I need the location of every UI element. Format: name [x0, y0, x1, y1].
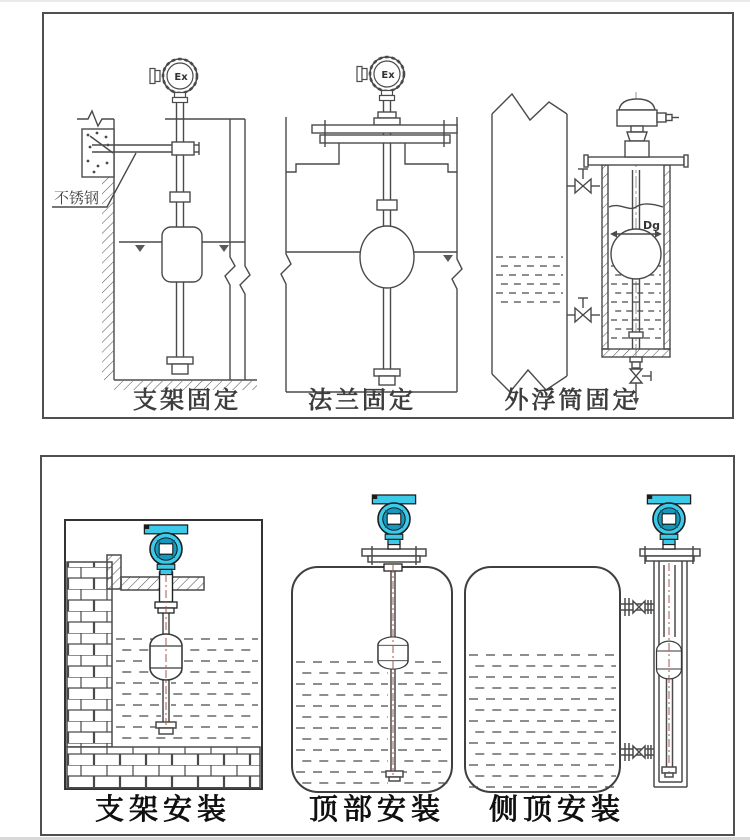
installation-methods-drawing — [42, 457, 729, 830]
brick-wall — [67, 562, 112, 747]
float-rod — [177, 282, 184, 357]
flange-boss — [378, 112, 396, 118]
diagram-bracket-install — [65, 520, 262, 789]
flange-bolt-right — [684, 155, 688, 167]
rod-end-stop — [386, 771, 403, 777]
bracket-plate — [82, 129, 114, 177]
bracket-upright — [107, 555, 121, 589]
ex-marking: Ex — [174, 72, 188, 83]
diameter-label: Dg — [643, 219, 661, 232]
bottom-isolation-valve — [567, 298, 600, 322]
material-label: 不锈钢 — [54, 189, 100, 207]
diagram-bracket-fixing — [52, 59, 257, 390]
rod-end-cap — [389, 777, 400, 781]
flange-upper-plate — [312, 125, 457, 133]
liquid-dashes — [296, 662, 448, 783]
liquid-dashes — [469, 655, 616, 787]
brick-floor — [67, 747, 260, 788]
top-pipe-connection — [620, 598, 654, 616]
fixing-methods-panel — [42, 12, 734, 419]
tank — [465, 567, 620, 792]
page-edge-top — [0, 0, 750, 2]
caption-side-top-install: 侧顶安装 — [488, 792, 626, 826]
flange-bolt-left — [584, 155, 588, 167]
diagram-side-top-install — [465, 495, 700, 792]
diagram-flange-fixing — [281, 57, 462, 392]
float-rod — [384, 288, 391, 369]
wall-top-edge — [77, 111, 114, 126]
flange-boss-base — [374, 118, 400, 125]
bottom-pipe-connection — [620, 743, 654, 761]
rod-end-stop — [374, 369, 400, 376]
diagram-top-install — [292, 495, 452, 792]
rod-end-cap — [379, 376, 395, 385]
chamber-flange — [588, 157, 684, 165]
tank-liquid-dashes — [496, 257, 563, 302]
caption-external-chamber-fixing: 外浮筒固定 — [504, 386, 640, 413]
fixing-methods-drawing — [44, 14, 732, 413]
ball-float — [611, 229, 661, 279]
smart-transmitter-head — [144, 525, 187, 575]
tank — [292, 567, 452, 792]
arm-clamp — [172, 142, 194, 155]
rod-end-stop — [167, 357, 193, 364]
stem-coupling — [170, 192, 190, 202]
process-tank — [492, 94, 567, 392]
installation-methods-panel — [40, 455, 735, 836]
flange-lower-plate — [320, 135, 450, 143]
water-dashes — [116, 639, 258, 738]
rod-end-cap — [665, 773, 673, 777]
vessel-nozzle — [286, 143, 457, 172]
float — [162, 227, 202, 282]
caption-top-install: 顶部安装 — [308, 792, 446, 826]
ball-float — [360, 226, 414, 288]
ex-marking: Ex — [381, 70, 395, 81]
tank-right-walls — [225, 119, 250, 380]
top-isolation-valve — [567, 169, 600, 193]
smart-transmitter-head — [372, 495, 415, 545]
sensor-stem — [177, 102, 184, 227]
diagram-external-chamber-fixing — [492, 92, 688, 405]
smart-transmitter-head — [647, 495, 690, 545]
stem-coupling — [377, 200, 397, 210]
caption-bracket-install: 支架安装 — [94, 792, 232, 826]
caption-bracket-fixing: 支架固定 — [133, 386, 241, 413]
caption-flange-fixing: 法兰固定 — [308, 386, 416, 413]
rod-end-cap — [172, 364, 188, 374]
transmitter-junction-head — [617, 99, 679, 157]
rod-end-cap — [159, 728, 173, 734]
